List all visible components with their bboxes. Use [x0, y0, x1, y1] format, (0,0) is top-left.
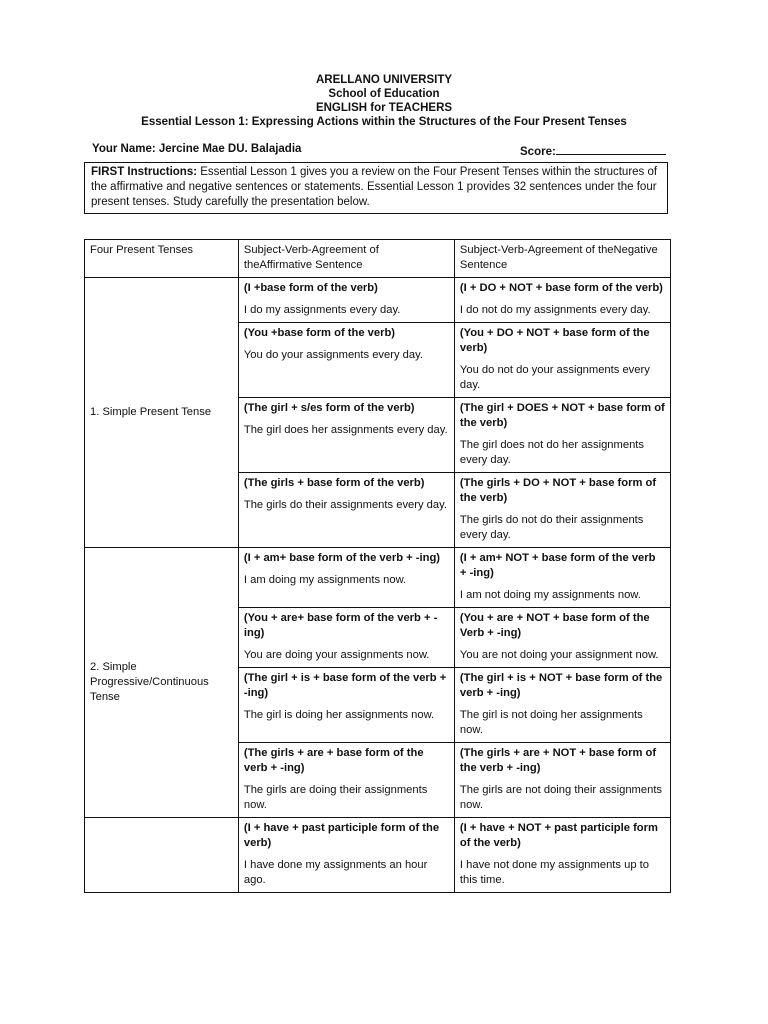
negative-formula: (I + have + NOT + past participle form of the verb): [459, 822, 658, 849]
affirmative-formula: (I + have + past participle form of the verb): [243, 822, 440, 849]
negative-example: I have not done my assignments up to this time.: [459, 859, 649, 886]
negative-example: The girls are not doing their assignments now.: [459, 784, 663, 811]
instructions-heading: FIRST Instructions:: [91, 166, 198, 178]
negative-formula: (The girl + DOES + NOT + base form of the verb): [459, 402, 665, 429]
table-header-row: [85, 240, 671, 278]
instructions-text: Essential Lesson 1 gives you a review on the Four Present Tenses within the structures of the affirmative and negative sentences or statements. Essential Lesson 1 provides 32 sentences under the four present tenses. Study carefully the presentation below.: [91, 166, 658, 208]
negative-formula: (You + are + NOT + base form of the Verb + -ing): [459, 612, 650, 639]
tense-label: 2. Simple Progressive/Continuous Tense: [85, 548, 239, 818]
negative-formula: (I + DO + NOT + base form of the verb): [459, 282, 663, 294]
university-name: ARELLANO UNIVERSITY: [315, 74, 453, 86]
negative-example: You do not do your assignments every day.: [459, 364, 650, 391]
affirmative-example: The girl is doing her assignments now.: [243, 709, 435, 721]
affirmative-formula: (You + are+ base form of the verb + -ing): [243, 612, 438, 639]
affirmative-cell: [238, 548, 454, 608]
lesson-title: Essential Lesson 1: Expressing Actions within the Structures of the Four Present Tenses: [141, 116, 627, 128]
affirmative-cell: [238, 398, 454, 473]
negative-cell: [454, 323, 670, 398]
negative-formula: (I + am+ NOT + base form of the verb + -ing): [459, 552, 656, 579]
negative-formula: (The girls + DO + NOT + base form of the verb): [459, 477, 657, 504]
score-label: Score:: [520, 146, 556, 158]
negative-formula: (The girl + is + NOT + base form of the verb + -ing): [459, 672, 663, 699]
table-row: [85, 548, 671, 608]
affirmative-example: The girl does her assignments every day.: [243, 424, 448, 436]
affirmative-cell: [238, 608, 454, 668]
negative-cell: [454, 818, 670, 893]
negative-formula: (The girls + are + NOT + base form of the verb + -ing): [459, 747, 657, 774]
negative-cell: [454, 743, 670, 818]
affirmative-formula: (The girls + base form of the verb): [243, 477, 425, 489]
negative-formula: (You + DO + NOT + base form of the verb): [459, 327, 650, 354]
tense-label: [85, 818, 239, 893]
negative-example: The girls do not do their assignments every day.: [459, 514, 644, 541]
tenses-table: [84, 239, 671, 893]
affirmative-formula: (The girls + are + base form of the verb + -ing): [243, 747, 424, 774]
negative-example: The girl is not doing her assignments now.: [459, 709, 643, 736]
affirmative-cell: [238, 278, 454, 323]
affirmative-formula: (The girl + s/es form of the verb): [243, 402, 415, 414]
affirmative-example: You do your assignments every day.: [243, 349, 423, 361]
affirmative-formula: (The girl + is + base form of the verb + -ing): [243, 672, 447, 699]
negative-cell: [454, 668, 670, 743]
score-line: [556, 143, 666, 155]
affirmative-example: I am doing my assignments now.: [243, 574, 407, 586]
affirmative-formula: (I +base form of the verb): [243, 282, 378, 294]
negative-cell: [454, 278, 670, 323]
name-score-row: [92, 143, 672, 158]
negative-cell: [454, 608, 670, 668]
header-affirmative: Subject-Verb-Agreement of theAffirmative Sentence: [238, 240, 454, 278]
document-header: [0, 73, 768, 129]
course-name: ENGLISH for TEACHERS: [315, 102, 453, 114]
header-tense: Four Present Tenses: [85, 240, 239, 278]
negative-example: I am not doing my assignments now.: [459, 589, 641, 601]
score-field: [520, 143, 666, 158]
instructions-box: [84, 162, 668, 214]
negative-example: You are not doing your assignment now.: [459, 649, 659, 661]
affirmative-formula: (I + am+ base form of the verb + -ing): [243, 552, 441, 564]
table-row: [85, 818, 671, 893]
school-name: School of Education: [328, 88, 440, 100]
affirmative-example: The girls are doing their assignments now.: [243, 784, 428, 811]
negative-cell: [454, 473, 670, 548]
affirmative-cell: [238, 668, 454, 743]
affirmative-cell: [238, 818, 454, 893]
header-negative: Subject-Verb-Agreement of theNegative Sentence: [454, 240, 670, 278]
affirmative-cell: [238, 473, 454, 548]
affirmative-example: You are doing your assignments now.: [243, 649, 430, 661]
table-row: [85, 278, 671, 323]
tense-label: 1. Simple Present Tense: [85, 278, 239, 548]
negative-example: I do not do my assignments every day.: [459, 304, 651, 316]
negative-example: The girl does not do her assignments every day.: [459, 439, 644, 466]
affirmative-example: I have done my assignments an hour ago.: [243, 859, 428, 886]
affirmative-cell: [238, 743, 454, 818]
affirmative-example: I do my assignments every day.: [243, 304, 401, 316]
affirmative-cell: [238, 323, 454, 398]
affirmative-formula: (You +base form of the verb): [243, 327, 396, 339]
student-name: Your Name: Jercine Mae DU. Balajadia: [92, 143, 302, 155]
affirmative-example: The girls do their assignments every day.: [243, 499, 447, 511]
negative-cell: [454, 398, 670, 473]
negative-cell: [454, 548, 670, 608]
